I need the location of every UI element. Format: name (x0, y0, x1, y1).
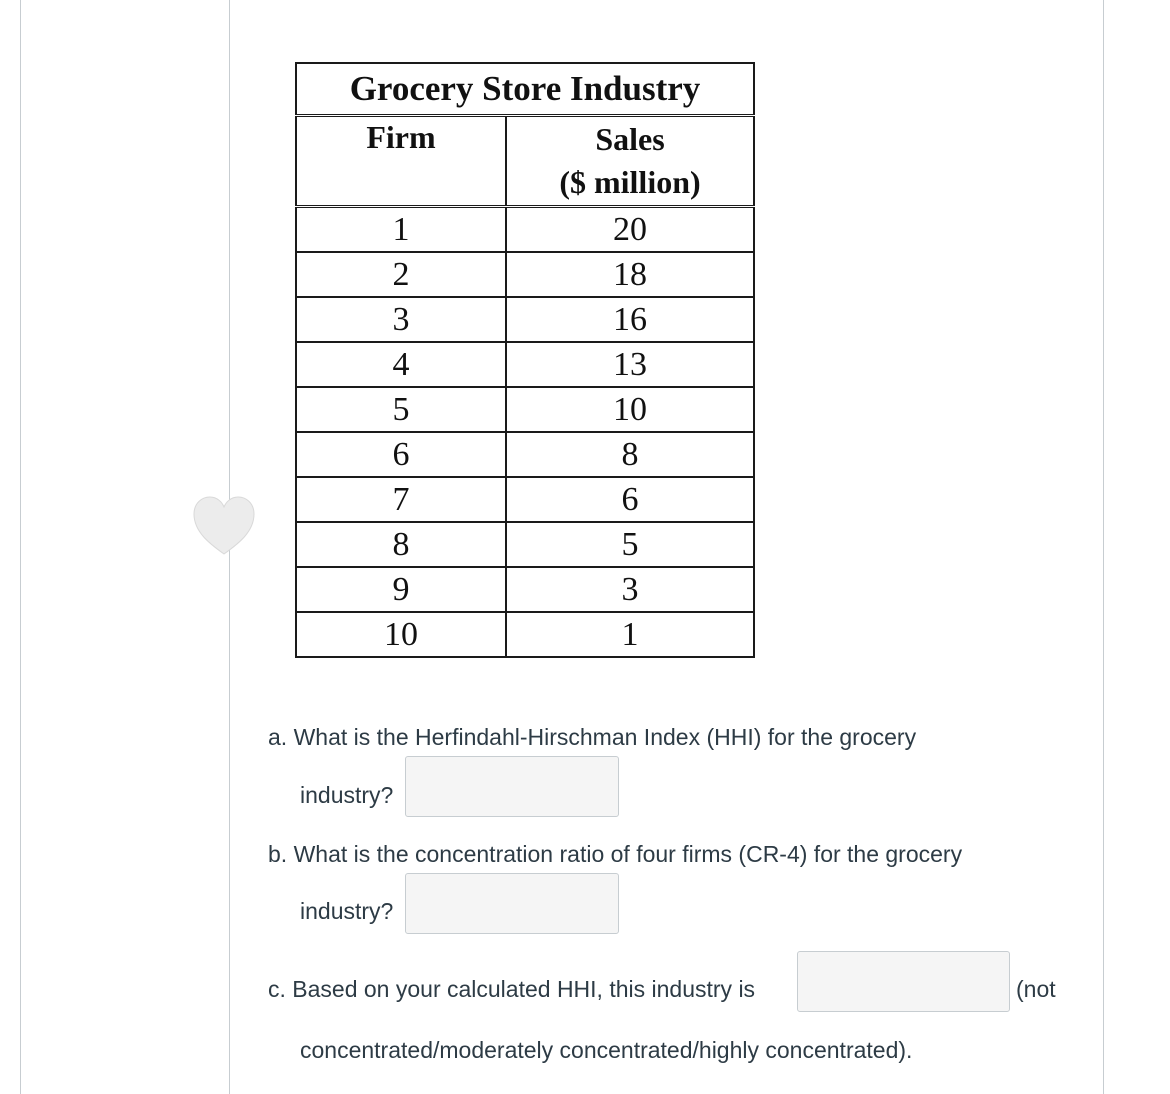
answer-c-input[interactable] (797, 951, 1010, 1012)
sales-cell: 5 (506, 522, 754, 567)
heart-icon[interactable] (190, 494, 258, 558)
table-row (296, 252, 754, 297)
answer-b-input[interactable] (405, 873, 619, 934)
sales-header-line1: Sales (595, 121, 665, 157)
firm-cell: 1 (296, 207, 506, 253)
table-row (296, 387, 754, 432)
firm-cell: 2 (296, 252, 506, 297)
left-rail-divider (20, 0, 21, 1094)
question-b-text: b. What is the concentration ratio of four firms (CR-4) for the grocery (268, 841, 963, 867)
question-c-text: c. Based on your calculated HHI, this industry is (268, 976, 756, 1002)
question-b-label: industry? (300, 898, 394, 924)
sales-cell: 20 (506, 207, 754, 253)
table-row (296, 477, 754, 522)
sales-cell: 16 (506, 297, 754, 342)
question-c-options-start: (not (1016, 976, 1056, 1002)
table-row (296, 612, 754, 657)
sales-cell: 1 (506, 612, 754, 657)
sales-cell: 18 (506, 252, 754, 297)
question-a-text: a. What is the Herfindahl-Hirschman Index (HHI) for the grocery (268, 724, 917, 750)
sales-header-line2: ($ million) (559, 164, 701, 200)
sales-cell: 8 (506, 432, 754, 477)
table-row (296, 207, 754, 253)
heart-icon-shape (194, 497, 254, 554)
table-row (296, 342, 754, 387)
sales-cell: 10 (506, 387, 754, 432)
table-title: Grocery Store Industry (296, 63, 754, 116)
firm-cell: 10 (296, 612, 506, 657)
firm-cell: 9 (296, 567, 506, 612)
sales-cell: 6 (506, 477, 754, 522)
firm-cell: 4 (296, 342, 506, 387)
sales-cell: 3 (506, 567, 754, 612)
question-a-label: industry? (300, 782, 394, 808)
firm-cell: 3 (296, 297, 506, 342)
firm-cell: 6 (296, 432, 506, 477)
table-row (296, 297, 754, 342)
firm-cell: 5 (296, 387, 506, 432)
table-row (296, 567, 754, 612)
firm-cell: 7 (296, 477, 506, 522)
table-row (296, 432, 754, 477)
sales-cell: 13 (506, 342, 754, 387)
grocery-sales-table (295, 62, 755, 658)
answer-a-input[interactable] (405, 756, 619, 817)
table-row (296, 522, 754, 567)
column-header-sales (506, 116, 754, 207)
column-header-firm: Firm (296, 116, 506, 207)
firm-cell: 8 (296, 522, 506, 567)
question-c-options: concentrated/moderately concentrated/highly concentrated). (300, 1037, 913, 1063)
